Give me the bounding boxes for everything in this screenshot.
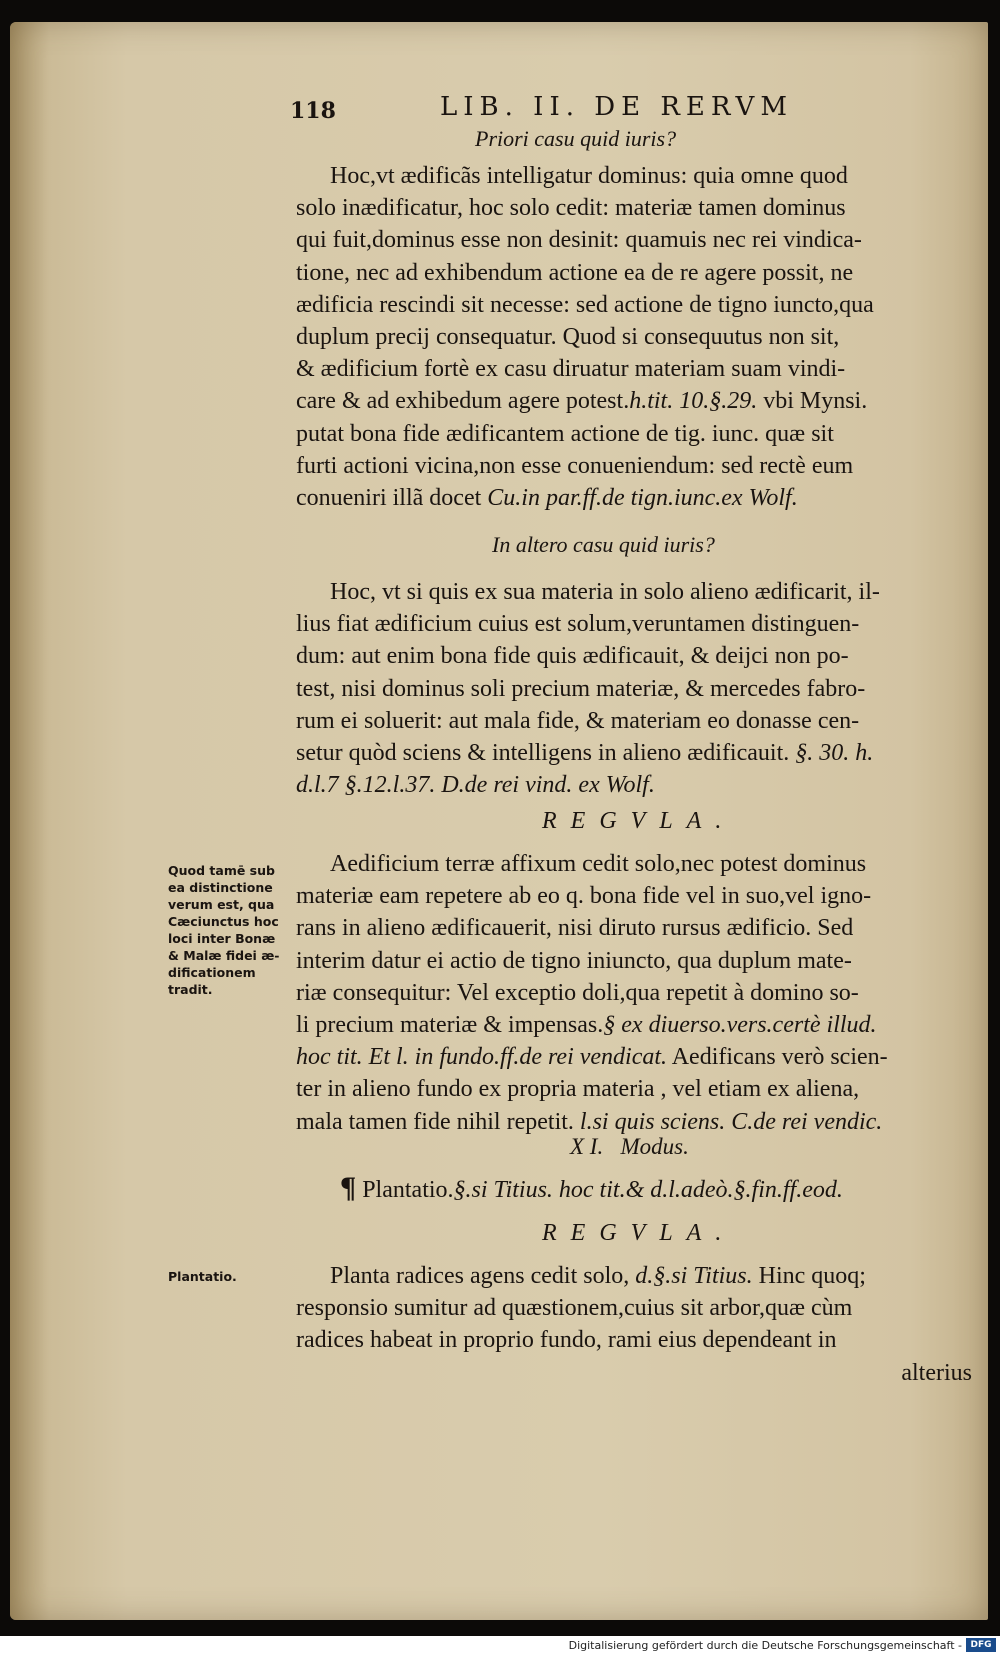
text-line: Aedificium terræ affixum cedit solo,nec potest dominus xyxy=(330,851,867,877)
citation: Cu.in par.ff.de tign.iunc.ex Wolf. xyxy=(487,485,798,512)
text-span: Aedificans verò scien- xyxy=(667,1044,888,1071)
marginal-note-2: Plantatio. xyxy=(168,1269,237,1284)
text-line: duplum precij consequatur. Quod si consequutus non sit, xyxy=(296,324,840,351)
modus-line xyxy=(340,1172,970,1206)
question-heading-1: Priori casu quid iuris? xyxy=(475,126,677,151)
note-line: tradit. xyxy=(168,982,213,997)
text-line: test, nisi dominus soli precium materiæ, & mercedes fabro- xyxy=(296,675,866,702)
text-line: ædificia rescindi sit necesse: sed actione de tigno iuncto,qua xyxy=(296,291,874,318)
text-line: Hoc, vt si quis ex sua materia in solo alieno ædificarit, il- xyxy=(330,579,880,605)
text-line xyxy=(296,1260,976,1292)
text-line: ter in alieno fundo ex propria materia , vel etiam ex aliena, xyxy=(296,1076,860,1103)
text-line: solo inædificatur, hoc solo cedit: materiæ tamen dominus xyxy=(296,195,846,222)
text-line: rans in alieno ædificauerit, nisi diruto rursus ædificio. Sed xyxy=(296,915,854,942)
folio-number: 118 xyxy=(290,98,336,124)
modus-heading: X I. Modus. xyxy=(570,1134,689,1159)
regula-2-text xyxy=(296,1260,976,1389)
note-line: loci inter Bonæ xyxy=(168,931,276,946)
text-line: riæ consequitur: Vel exceptio doli,qua repetit à domino so- xyxy=(296,979,859,1006)
text-line: furti actioni vicina,non esse conueniendum: sed rectè eum xyxy=(296,452,854,479)
text-line: & ædificium fortè ex casu diruatur materiam suam vindi- xyxy=(296,356,846,383)
text-line: radices habeat in proprio fundo, rami eius dependeant in xyxy=(296,1327,837,1354)
paragraph-2 xyxy=(296,576,976,801)
text-line: interim datur ei actio de tigno iniuncto, qua duplum mate- xyxy=(296,947,852,974)
text-line xyxy=(296,1009,976,1041)
text-line xyxy=(340,1172,970,1206)
regula-heading-1: REGVLA. xyxy=(542,808,736,834)
text-line xyxy=(296,737,976,769)
dfg-logo: DFG xyxy=(966,1638,996,1652)
text-line: materiæ eam repetere ab eo q. bona fide vel in suo,vel igno- xyxy=(296,883,872,910)
text-line: Hoc,vt ædificãs intelligatur dominus: quia omne quod xyxy=(330,163,848,189)
note-line: & Malæ fidei æ- xyxy=(168,948,280,963)
text-line: qui fuit,dominus esse non desinit: quamuis nec rei vindica- xyxy=(296,227,862,254)
text-line xyxy=(296,482,976,514)
text-line xyxy=(296,1041,976,1073)
text-span: conueniri illã docet xyxy=(296,485,488,512)
text-span: Hinc quoq; xyxy=(752,1263,866,1289)
text-span: setur quòd sciens & intelligens in alieno ædificauit. xyxy=(296,740,796,767)
note-line: Cæciunctus hoc xyxy=(168,914,279,929)
catchword: alterius xyxy=(901,1359,972,1386)
text-line xyxy=(296,1106,976,1138)
citation: d.§.si Titius. xyxy=(635,1263,753,1289)
text-span: vbi Mynsi. xyxy=(757,388,868,415)
citation: hoc tit. Et l. in fundo.ff.de rei vendicat. xyxy=(296,1044,668,1071)
regula-1-text xyxy=(296,848,976,1138)
text-span: li precium materiæ & impensas. xyxy=(296,1012,604,1039)
citation: §. 30. h. xyxy=(795,740,874,767)
citation: §.si Titius. hoc tit.& d.l.adeò.§.fin.ff.eod. xyxy=(453,1177,843,1203)
text-line: lius fiat ædificium cuius est solum,veruntamen distinguen- xyxy=(296,611,860,638)
citation-line: d.l.7 §.12.l.37. D.de rei vind. ex Wolf. xyxy=(296,772,655,799)
citation: h.tit. 10.§.29. xyxy=(629,388,758,415)
note-line: Quod tamē sub xyxy=(168,863,275,878)
note-line: verum est, qua xyxy=(168,897,275,912)
text-line: putat bona fide ædificantem actione de tig. iunc. quæ sit xyxy=(296,420,834,447)
text-line xyxy=(296,385,976,417)
text-line: tione, nec ad exhibendum actione ea de re agere possit, ne xyxy=(296,259,854,286)
funding-credit: Digitalisierung gefördert durch die Deutsche Forschungsgemeinschaft - xyxy=(568,1639,962,1652)
modus-label: Plantatio. xyxy=(362,1177,454,1203)
pilcrow-glyph: ¶ xyxy=(340,1171,357,1204)
note-line: dificationem xyxy=(168,965,256,980)
citation: § ex diuerso.vers.certè illud. xyxy=(603,1012,877,1039)
text-span: care & ad exhibedum agere potest. xyxy=(296,388,630,415)
regula-heading-2: REGVLA. xyxy=(542,1220,736,1246)
text-span: mala tamen fide nihil repetit. xyxy=(296,1108,580,1135)
text-line: responsio sumitur ad quæstionem,cuius sit arbor,quæ cùm xyxy=(296,1295,853,1322)
running-head: LIB. II. DE RERVM xyxy=(440,92,793,122)
text-span: Planta radices agens cedit solo, xyxy=(330,1263,636,1289)
question-heading-2: In altero casu quid iuris? xyxy=(492,532,715,557)
marginal-note-1 xyxy=(168,862,296,998)
text-line: rum ei soluerit: aut mala fide, & materiam eo donasse cen- xyxy=(296,707,860,734)
citation: l.si quis sciens. C.de rei vendic. xyxy=(579,1108,883,1135)
note-line: ea distinctione xyxy=(168,880,273,895)
text-line: dum: aut enim bona fide quis ædificauit, & deijci non po- xyxy=(296,643,849,670)
paragraph-1 xyxy=(296,160,976,514)
